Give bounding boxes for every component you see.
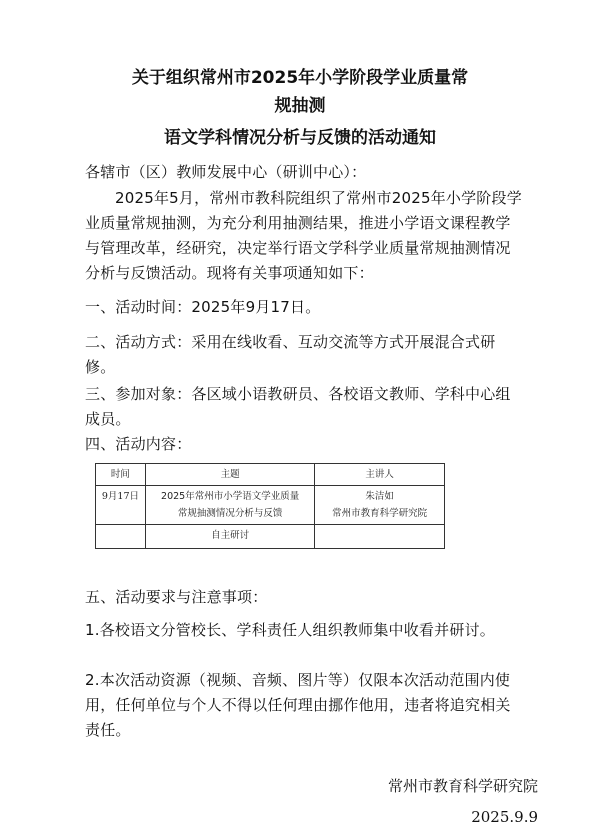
requirement-item-1: 1.各校语文分管校长、学科责任人组织教师集中收看并研讨。 <box>85 621 495 639</box>
row-time: 9月17日 <box>96 486 146 525</box>
title-line-2: 规抽测 <box>274 96 326 116</box>
activity-content-heading: 四、活动内容： <box>85 435 192 453</box>
intro-paragraph: 2025年5月，常州市教科院组织了常州市2025年小学阶段学业质量常规抽测，为充分利用抽测结果，推进小学语文课程教学与管理改革，经研究，决定举行语文学科学业质量常规抽测情况分析与反馈活动。现将有关事项通知如下： <box>85 189 522 282</box>
row-speaker-name: 朱洁如 <box>365 491 394 502</box>
header-time: 时间 <box>96 464 146 486</box>
title-line-1: 关于组织常州市2025年小学阶段学业质量常 <box>131 68 469 88</box>
row-speaker-org: 常州市教育科学研究院 <box>332 508 428 519</box>
requirement-item-2: 2.本次活动资源（视频、音频、图片等）仅限本次活动范围内使用，任何单位与个人不得以任何理由挪作他用，违者将追究相关责任。 <box>85 671 511 739</box>
row-topic-line-2: 常规抽测情况分析与反馈 <box>177 508 283 519</box>
row-speaker <box>315 525 445 549</box>
row-time <box>96 525 146 549</box>
table-row <box>96 486 445 525</box>
schedule-table <box>95 463 445 549</box>
table-row <box>96 525 445 549</box>
signature-org: 常州市教育科学研究院 <box>387 777 538 795</box>
header-speaker: 主讲人 <box>315 464 445 486</box>
table-header-row <box>96 464 445 486</box>
row-topic: 自主研讨 <box>145 525 315 549</box>
row-topic-line-1: 2025年常州市小学语文学业质量 <box>161 491 300 502</box>
activity-participants: 三、参加对象：各区域小语教研员、各校语文教师、学科中心组成员。 <box>85 385 511 428</box>
row-topic <box>145 486 315 525</box>
requirements-heading: 五、活动要求与注意事项： <box>85 588 268 606</box>
activity-time: 一、活动时间：2025年9月17日。 <box>85 298 321 316</box>
notice-title <box>70 64 530 120</box>
notice-subtitle: 语文学科情况分析与反馈的活动通知 <box>164 128 436 148</box>
signature-date: 2025.9.9 <box>471 808 538 826</box>
row-speaker <box>315 486 445 525</box>
activity-method: 二、活动方式：采用在线收看、互动交流等方式开展混合式研修。 <box>85 333 496 376</box>
salutation: 各辖市（区）教师发展中心（研训中心）： <box>85 163 367 181</box>
header-topic: 主题 <box>145 464 315 486</box>
